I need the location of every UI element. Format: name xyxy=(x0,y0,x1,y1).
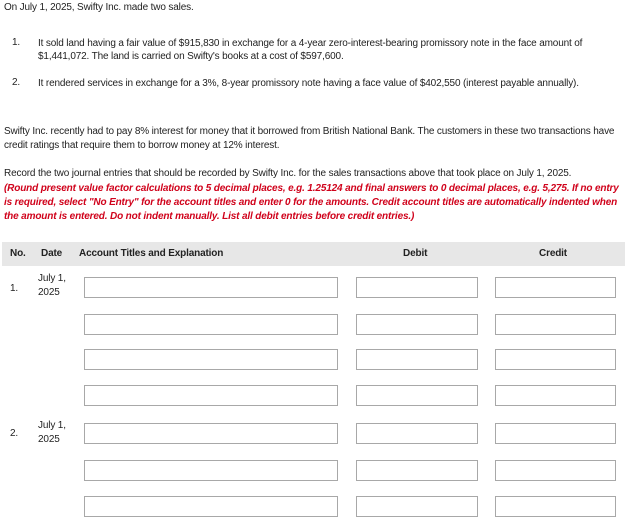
credit-amount-input[interactable] xyxy=(495,349,616,370)
entry-number-2: 2. xyxy=(10,428,19,439)
intro-text: On July 1, 2025, Swifty Inc. made two sales. xyxy=(4,2,194,13)
entry-date-1-line1: July 1, xyxy=(38,273,66,284)
entry-date-1-line2: 2025 xyxy=(38,287,60,298)
instructions-text: (Round present value factor calculations to 5 decimal places, e.g. 1.25124 and final answers to 0 decimal places, e.g. 5,275. If no entry is required, select "No Entry" for the account titles and enter 0 for the amounts. Credit account titles are automatically indented when the amount is entered. Do not indent manually. List all debit entries before credit entries.) xyxy=(4,183,619,222)
credit-amount-input[interactable] xyxy=(495,385,616,406)
header-debit: Debit xyxy=(403,248,428,259)
debit-amount-input[interactable] xyxy=(356,385,478,406)
task-paragraph: Record the two journal entries that should be recorded by Swifty Inc. for the sales transactions above that took place on July 1, 2025. xyxy=(4,168,572,179)
entry-date-2-line2: 2025 xyxy=(38,434,60,445)
entry-date-2-line1: July 1, xyxy=(38,420,66,431)
header-no: No. xyxy=(10,248,26,259)
entry-date-1 xyxy=(38,272,66,300)
entry-date-2 xyxy=(38,419,66,447)
account-title-input[interactable] xyxy=(84,314,338,335)
credit-amount-input[interactable] xyxy=(495,423,616,444)
account-title-input[interactable] xyxy=(84,423,338,444)
header-credit: Credit xyxy=(539,248,567,259)
item-number-1: 1. xyxy=(12,37,21,48)
credit-amount-input[interactable] xyxy=(495,277,616,298)
debit-amount-input[interactable] xyxy=(356,460,478,481)
account-title-input[interactable] xyxy=(84,496,338,517)
credit-amount-input[interactable] xyxy=(495,496,616,517)
debit-amount-input[interactable] xyxy=(356,496,478,517)
header-date: Date xyxy=(41,248,63,259)
debit-amount-input[interactable] xyxy=(356,423,478,444)
entry-number-1: 1. xyxy=(10,283,19,294)
debit-amount-input[interactable] xyxy=(356,277,478,298)
account-title-input[interactable] xyxy=(84,277,338,298)
item-text-2: It rendered services in exchange for a 3%, 8-year promissory note having a face value of $402,550 (interest payable annually). xyxy=(38,78,579,89)
item-number-2: 2. xyxy=(12,77,21,88)
debit-amount-input[interactable] xyxy=(356,349,478,370)
context-paragraph: Swifty Inc. recently had to pay 8% interest for money that it borrowed from British National Bank. The customers in these two transactions have credit ratings that require them to borrow money at 12% interest. xyxy=(4,126,615,151)
credit-amount-input[interactable] xyxy=(495,460,616,481)
account-title-input[interactable] xyxy=(84,460,338,481)
account-title-input[interactable] xyxy=(84,349,338,370)
item-text-1: It sold land having a fair value of $915,830 in exchange for a 4-year zero-interest-bearing promissory note in the face amount of $1,441,072. The land is carried on Swifty's books at a cost of $597,600. xyxy=(38,38,583,62)
debit-amount-input[interactable] xyxy=(356,314,478,335)
header-account: Account Titles and Explanation xyxy=(79,248,224,259)
credit-amount-input[interactable] xyxy=(495,314,616,335)
account-title-input[interactable] xyxy=(84,385,338,406)
